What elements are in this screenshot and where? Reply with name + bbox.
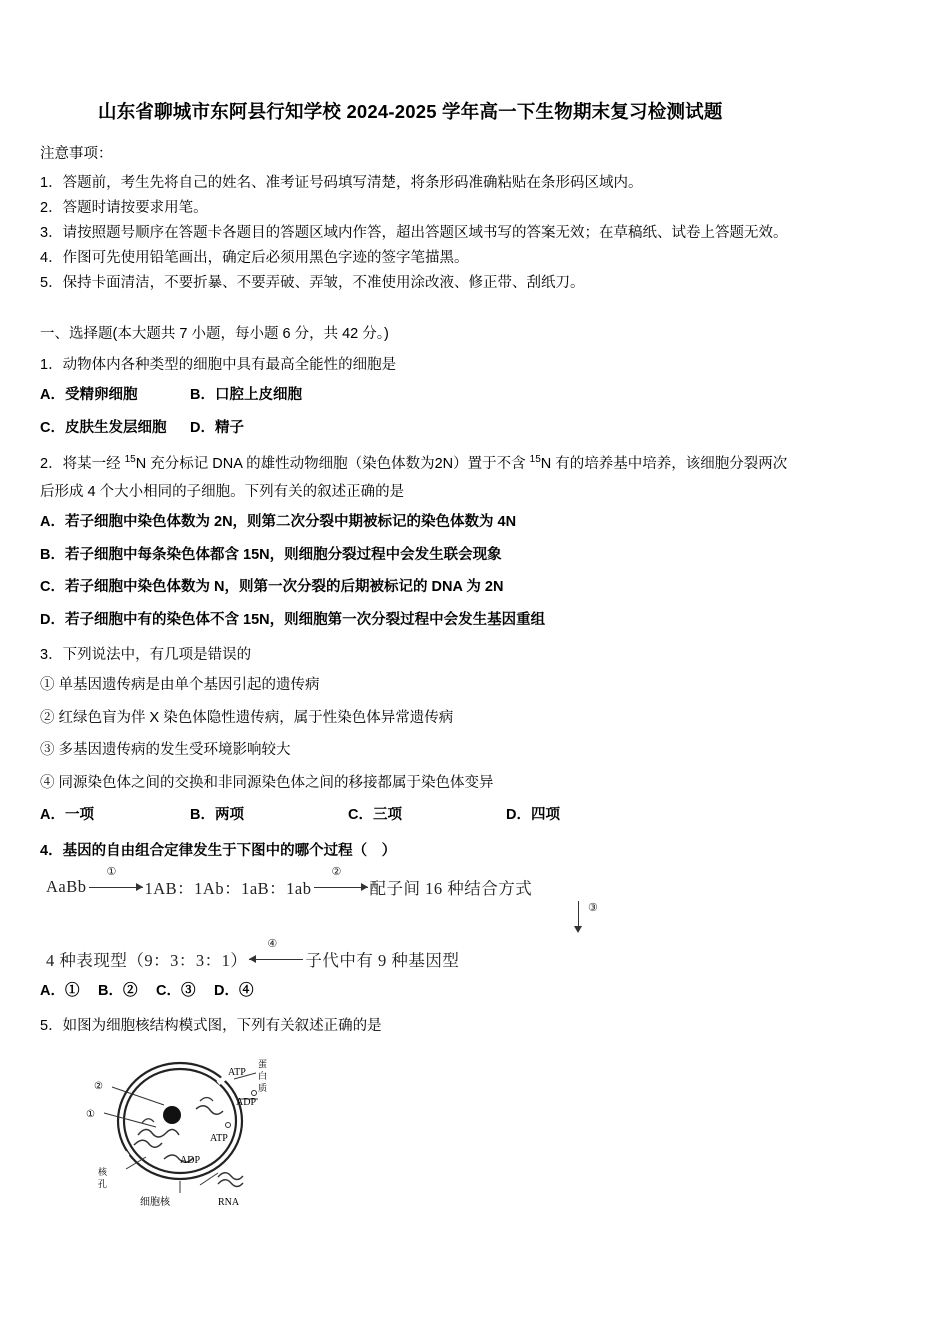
figure-atp-mid: ATP [210,1132,228,1144]
circle-label-1: ① [106,866,117,879]
figure-combinations: 配子间 16 种结合方式 [369,879,533,899]
note-line-3: 3．请按照题号顺序在答题卡各题目的答题区域内作答，超出答题区域书写的答案无效；在草稿纸、试卷上答题无效。 [40,224,788,241]
question-2-option-d: D．若子细胞中有的染色体不含 15N，则细胞第一次分裂过程中会发生基因重组 [40,612,546,629]
question-5-text: 如图为细胞核结构模式图，下列有关叙述正确的是 [62,1018,382,1035]
question-3-number: 3． [40,646,63,663]
arrow-line-1 [89,887,143,888]
question-1-options-row-2 [40,412,915,445]
question-2-text-part1: 将某一经 [62,455,125,472]
question-3-option-c: C．三项 [348,807,402,824]
question-3-options-row [40,799,915,832]
question-2-isotope-1: 15 [124,453,136,465]
question-3-option-a: A．一项 [40,807,94,824]
figure-protein-2: 白 [258,1070,268,1081]
question-1-stem [40,351,915,379]
arrow-line-2 [314,887,368,888]
note-line-1: 1．答题前，考生先将自己的姓名、准考证号码填写清楚，将条形码准确粘贴在条形码区域内。 [40,174,643,191]
circle-label-3: ③ [588,902,598,915]
figure-protein-3: 质 [258,1082,268,1093]
figure-protein-1: 蛋 [258,1058,268,1069]
question-1-option-c: C．皮肤生发层细胞 [40,420,167,437]
figure-adp-right: ADP [236,1096,257,1108]
question-2-isotope-2: 15 [529,453,541,465]
question-2-option-a: A．若子细胞中染色体数为 2N，则第二次分裂中期被标记的染色体数为 4N [40,514,517,531]
question-3-item-1: ① 单基因遗传病是由单个基因引起的遗传病 [40,676,320,693]
question-3-option-d: D．四项 [506,807,560,824]
section-title-choice: 一、选择题(本大题共 7 小题，每小题 6 分，共 42 分。) [40,326,389,343]
question-1-option-b: B．口腔上皮细胞 [190,386,302,403]
figure-gametes: 1AB：1Ab：1aB：1ab [144,879,312,899]
figure-marker-2: ② [94,1080,103,1092]
note-line-4: 4．作图可先使用铅笔画出，确定后必须用黑色字迹的签字笔描黑。 [40,249,469,266]
note-line-2: 2．答题时请按要求用笔。 [40,199,208,216]
question-2-option-c: C．若子细胞中染色体数为 N，则第一次分裂的后期被标记的 DNA 为 2N [40,579,504,596]
arrow-head-1 [136,883,143,891]
arrow-label-1 [89,866,143,894]
question-1-text: 动物体内各种类型的细胞中具有最高全能性的细胞是 [62,356,397,373]
figure-nucleus-label: 细胞核 [140,1196,170,1208]
figure-rna-label: RNA [218,1196,240,1208]
arrow-label-2 [314,866,368,894]
arrow-label-3 [576,899,616,933]
page-title: 山东省聊城市东阿县行知学校 2024-2025 学年高一下生物期末复习检测试题 [98,101,723,122]
circle-label-2: ② [331,866,342,879]
arrow-label-4 [249,938,303,966]
figure-offspring: 子代中有 9 种基因型 [305,951,460,971]
page-content [40,100,915,1218]
figure-adp-mid: ADP [180,1154,201,1166]
question-2-stem-line2: 后形成 4 个大小相同的子细胞。下列有关的叙述正确的是 [40,483,405,500]
question-1-options-row-1 [40,379,915,412]
question-2-number: 2． [40,455,63,472]
question-4-option-d: D．④ [214,983,254,1000]
question-5-stem [40,1012,915,1040]
question-3-stem [40,641,915,669]
question-2-text-part3: N 有的培养基中培养，该细胞分裂两次 [540,455,788,472]
question-4-text: 基因的自由组合定律发生于下图中的哪个过程（ ） [62,842,397,859]
question-4-options-row [40,975,915,1008]
notes-heading: 注意事项： [40,146,113,163]
arrow-head-4 [249,955,256,963]
question-2-stem [40,450,915,478]
question-2-text-part2: N 充分标记 DNA 的雄性动物细胞（染色体数为2N）置于不含 [135,455,530,472]
punnett-row-1 [46,866,915,899]
question-4-option-a: A．① [40,983,80,1000]
arrow-head-2 [361,883,368,891]
question-1-option-a: A．受精卵细胞 [40,386,138,403]
figure-atp-top: ATP [228,1066,246,1078]
figure-phenotypes: 4 种表现型（9：3：3：1） [46,951,248,971]
question-4-number: 4． [40,842,63,859]
question-4-option-c: C．③ [156,983,196,1000]
question-3-item-3: ③ 多基因遗传病的发生受环境影响较大 [40,742,291,759]
circle-label-4: ④ [267,938,278,951]
figure-genotype: AaBb [46,877,87,897]
question-5-number: 5． [40,1018,63,1035]
question-3-item-4: ④ 同源染色体之间的交换和非同源染色体之间的移接都属于染色体变异 [40,774,494,791]
figure-marker-1: ① [86,1108,95,1120]
question-2-option-b: B．若子细胞中每条染色体都含 15N，则细胞分裂过程中会发生联会现象 [40,546,502,563]
question-4-option-b: B．② [98,983,138,1000]
question-3-text: 下列说法中，有几项是错误的 [62,646,252,663]
punnett-row-2 [46,938,915,971]
question-4-stem [40,837,915,865]
question-3-option-b: B．两项 [190,807,244,824]
arrow-head-3 [574,926,582,933]
question-1-option-d: D．精子 [190,420,244,437]
punnett-process-figure [46,866,915,971]
figure-pore-1: 核 [98,1166,108,1177]
question-3-item-2: ② 红绿色盲为伴 X 染色体隐性遗传病，属于性染色体异常遗传病 [40,709,454,726]
nucleus-diagram-svg [68,1053,288,1213]
arrow-line-4 [249,959,303,960]
nucleus-structure-figure [68,1053,915,1218]
figure-pore-2: 孔 [98,1178,108,1189]
arrow-line-3 [578,901,579,929]
question-1-number: 1． [40,356,63,373]
note-line-5: 5．保持卡面清洁，不要折暴、不要弄破、弄皱，不准使用涂改液、修正带、刮纸刀。 [40,274,585,291]
